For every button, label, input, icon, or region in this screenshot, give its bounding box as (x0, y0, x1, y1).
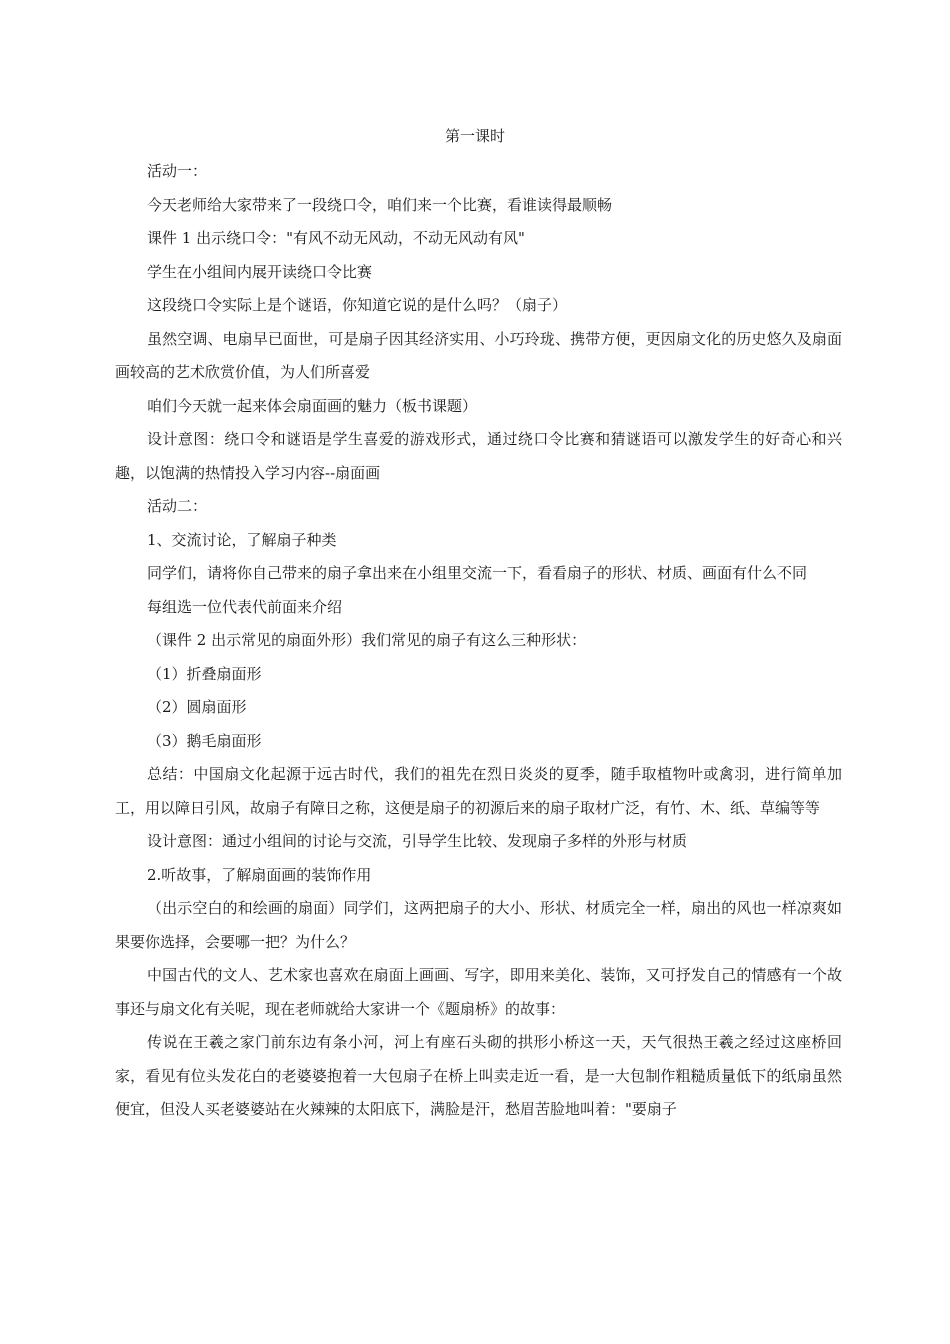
paragraph-activity-two: 活动二： (147, 497, 208, 515)
paragraph-design-intent: 设计意图：通过小组间的讨论与交流，引导学生比较、发现扇子多样的外形与材质 (147, 832, 688, 850)
paragraph: 虽然空调、电扇早已面世，可是扇子因其经济实用、小巧玲珑、携带方便，更因扇文化的历史悠久及扇面画较高的艺术欣赏价值，为人们所喜爱 (115, 329, 842, 381)
paragraph-summary: 总结：中国扇文化起源于远古时代，我们的祖先在烈日炎炎的夏季，随手取植物叶或禽羽，进行简单加工，用以障日引风，故扇子有障日之称，这便是扇子的初源后来的扇子取材广泛，有竹、木、纸、草编等等 (115, 765, 842, 817)
paragraph: 中国古代的文人、艺术家也喜欢在扇面上画画、写字，即用来美化、装饰，又可抒发自己的情感有一个故事还与扇文化有关呢，现在老师就给大家讲一个《题扇桥》的故事： (115, 966, 842, 1018)
list-item: （2）圆扇面形 (147, 698, 247, 716)
paragraph-design-intent: 设计意图：绕口令和谜语是学生喜爱的游戏形式，通过绕口令比赛和猜谜语可以激发学生的好奇心和兴趣，以饱满的热情投入学习内容--扇面画 (115, 430, 842, 482)
page-title: 第一课时 (444, 127, 505, 145)
paragraph: 咱们今天就一起来体会扇面画的魅力（板书课题） (147, 396, 478, 415)
paragraph-section-heading: 1、交流讨论，了解扇子种类 (147, 530, 337, 549)
paragraph-section-heading: 2.听故事，了解扇面画的装饰作用 (147, 865, 372, 884)
paragraph: 课件 1 出示绕口令："有风不动无风动，不动无风动有风" (147, 229, 525, 247)
list-item: （1）折叠扇面形 (147, 664, 262, 683)
document-body (115, 155, 842, 1127)
paragraph-activity-one: 活动一： (147, 162, 208, 180)
paragraph: 传说在王羲之家门前东边有条小河，河上有座石头砌的拱形小桥这一天，天气很热王羲之经过这座桥回家，看见有位头发花白的老婆婆抱着一大包扇子在桥上叫卖走近一看，是一大包制作粗糙质量低下的纸扇虽然便宜，但没人买老婆婆站在火辣辣的太阳底下，满脸是汗，愁眉苦脸地叫着："要扇子 (115, 1033, 842, 1118)
paragraph: 每组选一位代表代前面来介绍 (147, 597, 343, 616)
paragraph: （课件 2 出示常见的扇面外形）我们常见的扇子有这么三种形状： (147, 631, 587, 649)
paragraph: 这段绕口令实际上是个谜语，你知道它说的是什么吗？（扇子） (147, 296, 568, 314)
paragraph: 同学们，请将你自己带来的扇子拿出来在小组里交流一下，看看扇子的形状、材质、画面有什么不同 (147, 564, 808, 582)
paragraph: （出示空白的和绘画的扇面）同学们，这两把扇子的大小、形状、材质完全一样，扇出的风也一样凉爽如果要你选择，会要哪一把？为什么？ (115, 899, 842, 951)
list-item: （3）鹅毛扇面形 (147, 731, 262, 750)
paragraph: 学生在小组间内展开读绕口令比赛 (147, 262, 373, 281)
paragraph: 今天老师给大家带来了一段绕口令，咱们来一个比赛，看谁读得最顺畅 (147, 195, 613, 214)
